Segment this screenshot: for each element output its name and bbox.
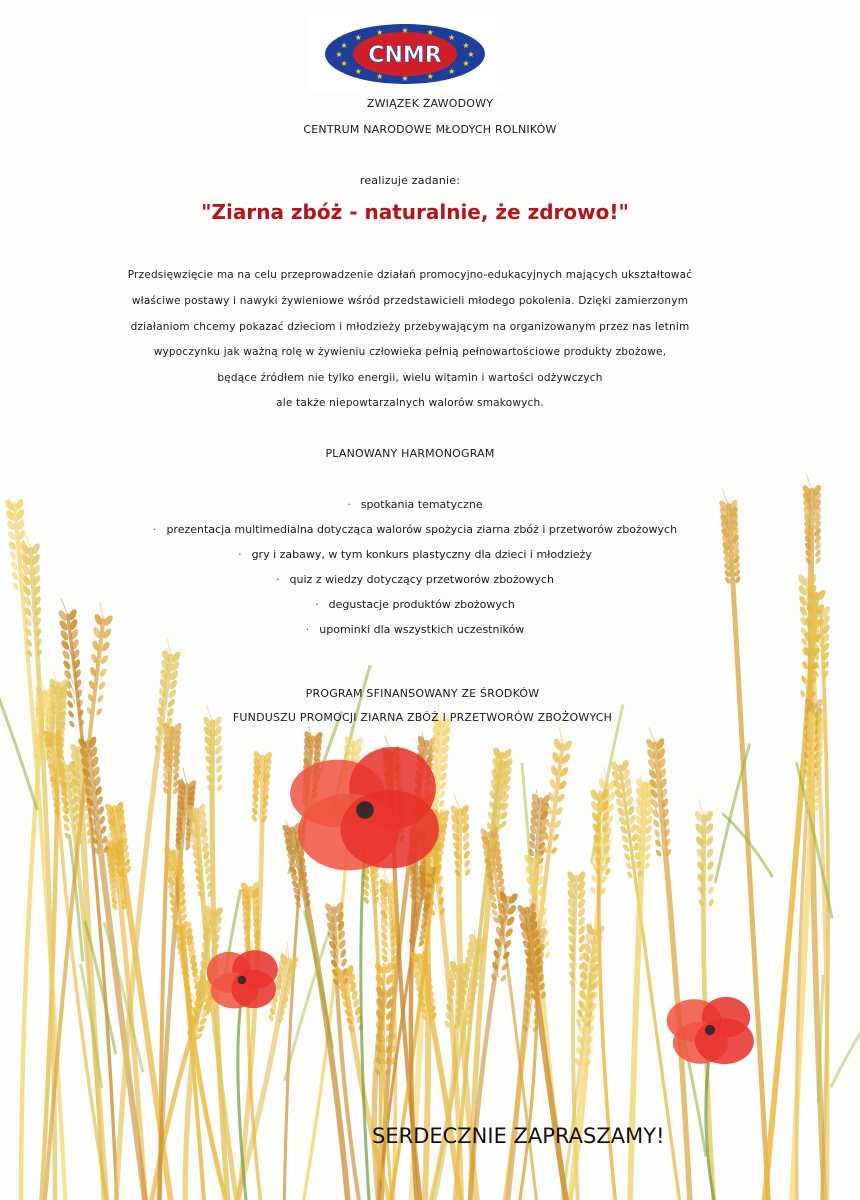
svg-text:★: ★ [354,66,362,76]
svg-text:★: ★ [462,40,470,50]
list-item [0,523,830,536]
description-line: działaniom chcemy pokazać dzieciom i młodzieży przebywającym na organizowanym przez nas letnim [130,321,690,333]
svg-text:★: ★ [426,27,434,37]
svg-text:★: ★ [462,59,470,69]
svg-text:★: ★ [426,72,434,82]
funding-line-2: FUNDUSZU PROMOCJI ZIARNA ZBÓŻ I PRZETWORÓW ZBOŻOWYCH [232,711,613,724]
page-title: "Ziarna zbóż - naturalnie, że zdrowo!" [201,200,629,224]
header-line-2: CENTRUM NARODOWE MŁODYCH ROLNIKÓW [303,123,557,136]
svg-text:★: ★ [467,50,475,59]
schedule-item-text: upominki dla wszystkich uczestników [319,623,525,636]
logo-container [307,10,503,92]
svg-text:★: ★ [401,26,409,35]
bullet-icon: · [238,548,242,561]
list-item [0,498,830,511]
bullet-icon: · [276,573,280,586]
bullet-icon: · [152,523,157,536]
list-item [0,623,830,636]
bullet-icon: · [315,598,319,611]
intro-text: realizuje zadanie: [359,174,461,187]
svg-text:★: ★ [376,72,384,82]
svg-text:★: ★ [448,66,456,76]
schedule-item-text: degustacje produktów zbożowych [328,598,515,611]
invitation-text: SERDECZNIE ZAPRASZAMY! [372,1124,665,1148]
svg-text:★: ★ [401,74,409,83]
description-line: ale także niepowtarzalnych walorów smakowych. [276,397,544,409]
funding-line-1: PROGRAM SFINANSOWANY ZE ŚRODKÓW [305,687,540,700]
svg-text:★: ★ [376,27,384,37]
svg-text:★: ★ [354,33,362,43]
bullet-icon: · [347,498,351,511]
schedule-item-text: spotkania tematyczne [360,498,483,511]
description-line: wypoczynku jak ważną rolę w żywieniu człowieka pełnią pełnowartościowe produkty zbożowe, [153,346,667,358]
logo-text: CNMR [368,43,442,68]
svg-text:★: ★ [335,50,343,59]
cnmr-logo-icon [307,10,503,92]
schedule-heading: PLANOWANY HARMONOGRAM [325,447,495,460]
schedule-item-text: quiz z wiedzy dotyczący przetworów zbożowych [289,573,554,586]
svg-text:★: ★ [340,40,348,50]
description-line: właściwe postawy i nawyki żywieniowe wśród przedstawicieli młodego pokolenia. Dzięki zamierzonym [131,295,689,307]
header-line-1: ZWIĄZEK ZAWODOWY [366,97,494,110]
description-line: będące źródłem nie tylko energii, wielu witamin i wartości odżywczych [217,372,603,384]
list-item [0,548,830,561]
list-item [0,598,830,611]
svg-text:★: ★ [340,59,348,69]
svg-text:★: ★ [448,33,456,43]
bullet-icon: · [305,623,310,636]
description-line: Przedsięwzięcie ma na celu przeprowadzenie działań promocyjno-edukacyjnych mających ukształtować [127,269,693,281]
schedule-item-text: gry i zabawy, w tym konkurs plastyczny dla dzieci i młodzieży [251,548,592,561]
schedule-item-text: prezentacja multimedialna dotycząca walorów spożycia ziarna zbóż i przetworów zbożowych [166,523,678,536]
list-item [0,573,830,586]
